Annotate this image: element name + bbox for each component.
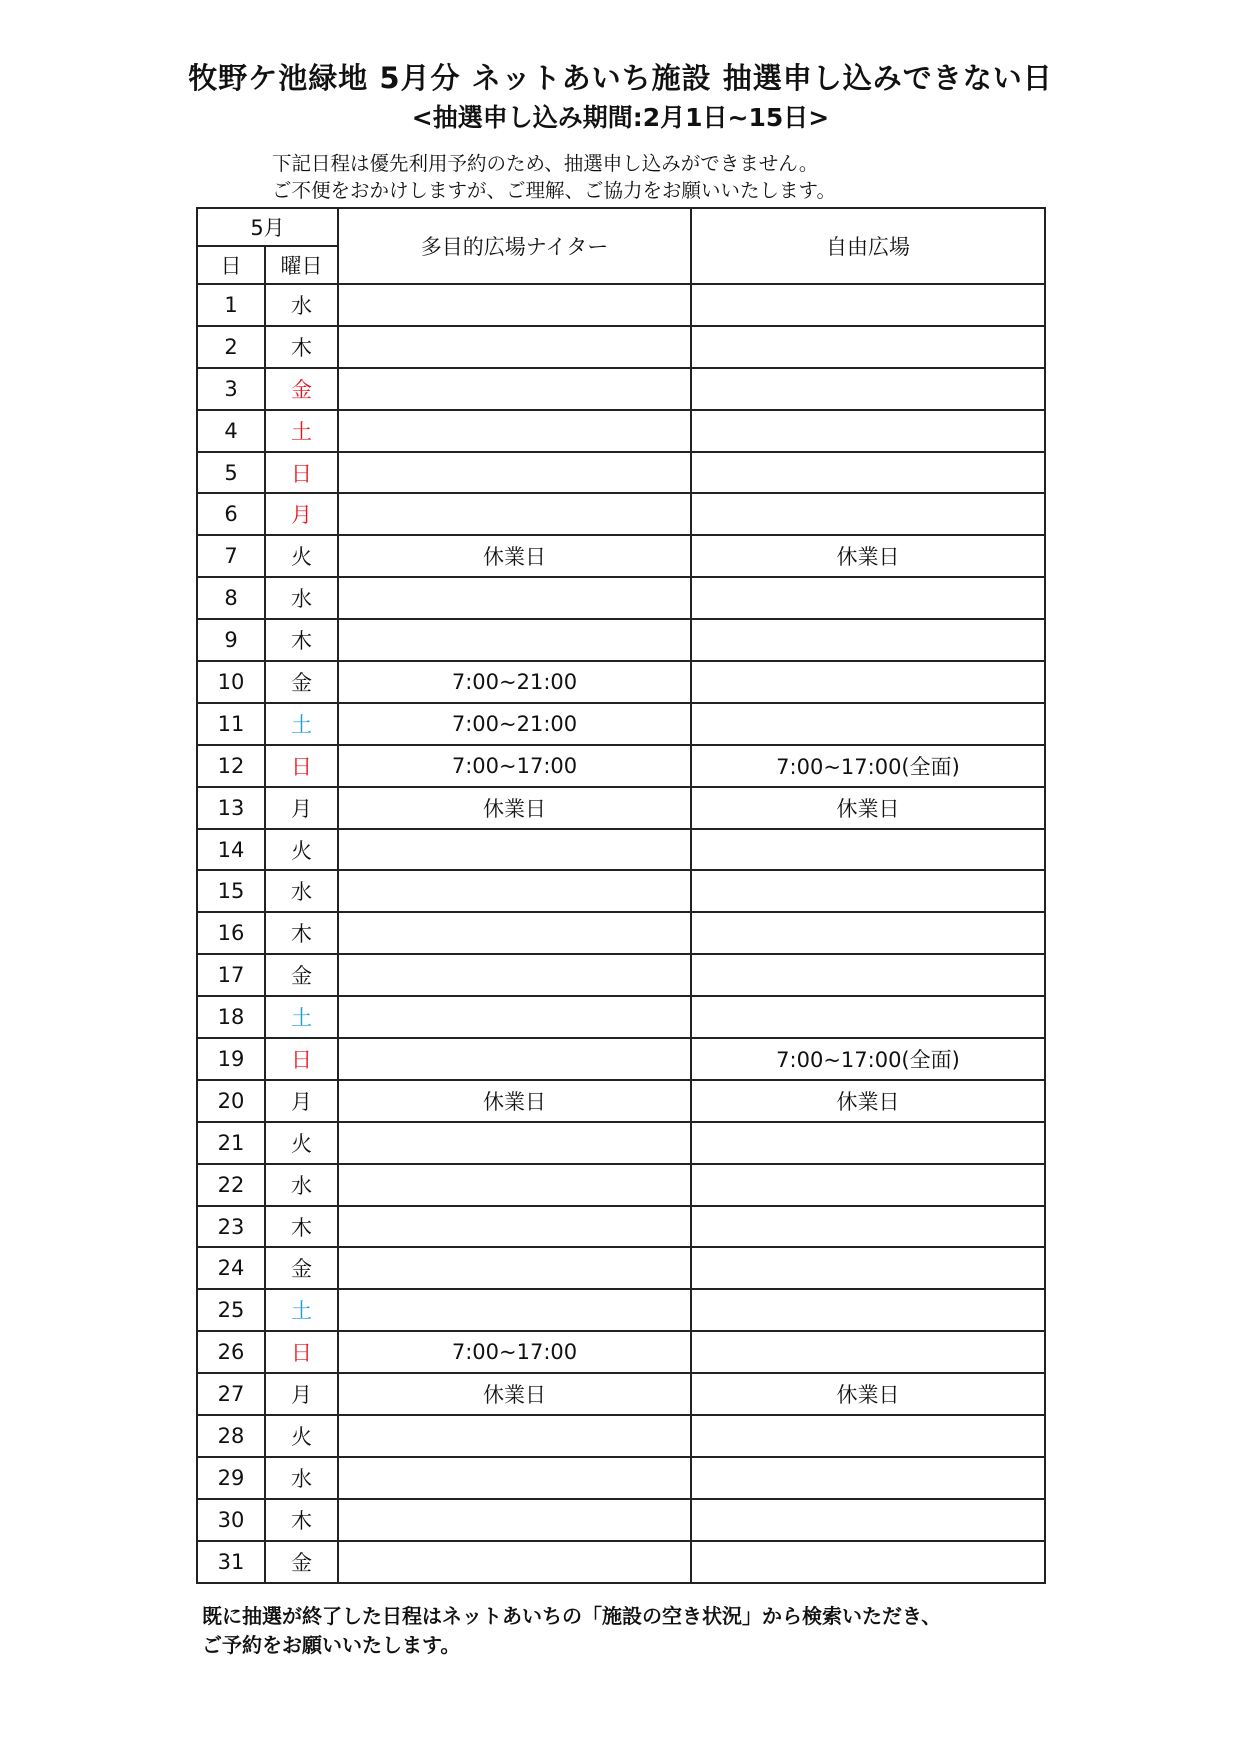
day-cell: 2 (197, 326, 265, 368)
month-header: 5月 (197, 208, 338, 246)
footer-line-1: 既に抽選が終了した日程はネットあいちの「施設の空き状況」から検索いただき、 (202, 1604, 942, 1628)
multipurpose-night-cell (338, 1038, 691, 1080)
multipurpose-night-cell (338, 1415, 691, 1457)
free-plaza-cell: 7:00~17:00(全面) (691, 1038, 1045, 1080)
table-row (197, 1415, 1045, 1457)
table-row (197, 284, 1045, 326)
free-plaza-cell (691, 284, 1045, 326)
weekday-cell: 木 (265, 912, 338, 954)
weekday-cell: 日 (265, 745, 338, 787)
table-row (197, 619, 1045, 661)
day-cell: 9 (197, 619, 265, 661)
table-row (197, 1457, 1045, 1499)
weekday-cell: 火 (265, 1415, 338, 1457)
multipurpose-night-cell (338, 829, 691, 871)
free-plaza-cell: 休業日 (691, 787, 1045, 829)
table-row (197, 493, 1045, 535)
weekday-header: 曜日 (265, 246, 338, 284)
multipurpose-night-cell (338, 1164, 691, 1206)
day-cell: 12 (197, 745, 265, 787)
free-plaza-cell (691, 996, 1045, 1038)
table-row (197, 661, 1045, 703)
header-row-month (197, 208, 1045, 246)
day-cell: 3 (197, 368, 265, 410)
table-row (197, 745, 1045, 787)
table-row (197, 452, 1045, 494)
weekday-cell: 金 (265, 1541, 338, 1583)
multipurpose-night-cell (338, 1499, 691, 1541)
multipurpose-night-cell (338, 954, 691, 996)
table-row (197, 996, 1045, 1038)
weekday-cell: 金 (265, 1247, 338, 1289)
day-cell: 27 (197, 1373, 265, 1415)
day-cell: 13 (197, 787, 265, 829)
free-plaza-cell (691, 870, 1045, 912)
table-row (197, 1289, 1045, 1331)
day-cell: 5 (197, 452, 265, 494)
weekday-cell: 土 (265, 703, 338, 745)
day-cell: 22 (197, 1164, 265, 1206)
free-plaza-cell (691, 1415, 1045, 1457)
weekday-cell: 水 (265, 1164, 338, 1206)
free-plaza-cell (691, 661, 1045, 703)
weekday-cell: 金 (265, 661, 338, 703)
weekday-cell: 日 (265, 1331, 338, 1373)
day-cell: 21 (197, 1122, 265, 1164)
free-plaza-cell (691, 1164, 1045, 1206)
free-plaza-cell (691, 1331, 1045, 1373)
weekday-cell: 月 (265, 493, 338, 535)
multipurpose-night-cell: 休業日 (338, 1373, 691, 1415)
day-cell: 19 (197, 1038, 265, 1080)
weekday-cell: 水 (265, 577, 338, 619)
multipurpose-night-cell: 7:00~21:00 (338, 703, 691, 745)
day-header: 日 (197, 246, 265, 284)
table-row (197, 1206, 1045, 1248)
day-cell: 16 (197, 912, 265, 954)
free-plaza-cell (691, 1289, 1045, 1331)
table-row (197, 410, 1045, 452)
free-plaza-cell (691, 326, 1045, 368)
multipurpose-night-cell (338, 1206, 691, 1248)
day-cell: 11 (197, 703, 265, 745)
day-cell: 1 (197, 284, 265, 326)
free-plaza-cell (691, 368, 1045, 410)
day-cell: 18 (197, 996, 265, 1038)
free-plaza-cell (691, 1499, 1045, 1541)
table-row (197, 1499, 1045, 1541)
multipurpose-night-cell (338, 577, 691, 619)
free-plaza-cell (691, 829, 1045, 871)
day-cell: 23 (197, 1206, 265, 1248)
table-row (197, 1373, 1045, 1415)
weekday-cell: 金 (265, 954, 338, 996)
multipurpose-night-cell: 7:00~17:00 (338, 1331, 691, 1373)
free-plaza-cell (691, 954, 1045, 996)
weekday-cell: 火 (265, 535, 338, 577)
col-header-free-plaza: 自由広場 (691, 208, 1045, 284)
free-plaza-cell (691, 452, 1045, 494)
weekday-cell: 木 (265, 1499, 338, 1541)
weekday-cell: 土 (265, 996, 338, 1038)
multipurpose-night-cell (338, 284, 691, 326)
schedule-table (196, 207, 1046, 1584)
free-plaza-cell: 休業日 (691, 1373, 1045, 1415)
free-plaza-cell: 休業日 (691, 1080, 1045, 1122)
weekday-cell: 水 (265, 1457, 338, 1499)
free-plaza-cell (691, 1122, 1045, 1164)
day-cell: 26 (197, 1331, 265, 1373)
table-row (197, 829, 1045, 871)
free-plaza-cell (691, 703, 1045, 745)
day-cell: 14 (197, 829, 265, 871)
multipurpose-night-cell: 7:00~21:00 (338, 661, 691, 703)
weekday-cell: 火 (265, 1122, 338, 1164)
multipurpose-night-cell (338, 1247, 691, 1289)
table-row (197, 1164, 1045, 1206)
table-row (197, 368, 1045, 410)
free-plaza-cell (691, 912, 1045, 954)
table-row (197, 1247, 1045, 1289)
day-cell: 6 (197, 493, 265, 535)
notice-line-1: 下記日程は優先利用予約のため、抽選申し込みができません。 (272, 152, 819, 175)
application-period: <抽選申し込み期間:2月1日~15日> (411, 103, 830, 132)
weekday-cell: 日 (265, 1038, 338, 1080)
free-plaza-cell: 7:00~17:00(全面) (691, 745, 1045, 787)
table-row (197, 703, 1045, 745)
weekday-cell: 木 (265, 1206, 338, 1248)
weekday-cell: 月 (265, 787, 338, 829)
multipurpose-night-cell (338, 493, 691, 535)
footer-line-2: ご予約をお願いいたします。 (202, 1633, 461, 1657)
multipurpose-night-cell (338, 996, 691, 1038)
day-cell: 4 (197, 410, 265, 452)
table-row (197, 1038, 1045, 1080)
table-row (197, 912, 1045, 954)
table-row (197, 326, 1045, 368)
multipurpose-night-cell: 休業日 (338, 1080, 691, 1122)
multipurpose-night-cell (338, 452, 691, 494)
multipurpose-night-cell (338, 912, 691, 954)
weekday-cell: 土 (265, 410, 338, 452)
table-row (197, 1080, 1045, 1122)
free-plaza-cell (691, 577, 1045, 619)
table-row (197, 870, 1045, 912)
table-row (197, 577, 1045, 619)
multipurpose-night-cell (338, 619, 691, 661)
free-plaza-cell (691, 410, 1045, 452)
day-cell: 8 (197, 577, 265, 619)
free-plaza-cell: 休業日 (691, 535, 1045, 577)
free-plaza-cell (691, 1457, 1045, 1499)
multipurpose-night-cell (338, 1122, 691, 1164)
table-row (197, 1331, 1045, 1373)
day-cell: 30 (197, 1499, 265, 1541)
table-row (197, 787, 1045, 829)
multipurpose-night-cell (338, 326, 691, 368)
multipurpose-night-cell (338, 368, 691, 410)
day-cell: 17 (197, 954, 265, 996)
table-row (197, 1122, 1045, 1164)
weekday-cell: 木 (265, 619, 338, 661)
day-cell: 7 (197, 535, 265, 577)
day-cell: 25 (197, 1289, 265, 1331)
table-row (197, 535, 1045, 577)
multipurpose-night-cell (338, 870, 691, 912)
free-plaza-cell (691, 1247, 1045, 1289)
weekday-cell: 水 (265, 870, 338, 912)
page-title: 牧野ケ池緑地 5月分 ネットあいち施設 抽選申し込みできない日 (188, 61, 1053, 95)
day-cell: 28 (197, 1415, 265, 1457)
weekday-cell: 火 (265, 829, 338, 871)
weekday-cell: 金 (265, 368, 338, 410)
multipurpose-night-cell (338, 410, 691, 452)
weekday-cell: 木 (265, 326, 338, 368)
day-cell: 31 (197, 1541, 265, 1583)
day-cell: 20 (197, 1080, 265, 1122)
multipurpose-night-cell: 休業日 (338, 787, 691, 829)
free-plaza-cell (691, 1206, 1045, 1248)
weekday-cell: 日 (265, 452, 338, 494)
free-plaza-cell (691, 1541, 1045, 1583)
day-cell: 15 (197, 870, 265, 912)
day-cell: 29 (197, 1457, 265, 1499)
notice-line-2: ご不便をおかけしますが、ご理解、ご協力をお願いいたします。 (272, 179, 836, 202)
multipurpose-night-cell: 休業日 (338, 535, 691, 577)
weekday-cell: 月 (265, 1080, 338, 1122)
free-plaza-cell (691, 619, 1045, 661)
day-cell: 10 (197, 661, 265, 703)
weekday-cell: 水 (265, 284, 338, 326)
table-row (197, 954, 1045, 996)
col-header-multipurpose-night: 多目的広場ナイター (338, 208, 691, 284)
multipurpose-night-cell (338, 1541, 691, 1583)
weekday-cell: 月 (265, 1373, 338, 1415)
multipurpose-night-cell (338, 1457, 691, 1499)
day-cell: 24 (197, 1247, 265, 1289)
weekday-cell: 土 (265, 1289, 338, 1331)
table-row (197, 1541, 1045, 1583)
free-plaza-cell (691, 493, 1045, 535)
schedule-body (197, 284, 1045, 1583)
multipurpose-night-cell (338, 1289, 691, 1331)
multipurpose-night-cell: 7:00~17:00 (338, 745, 691, 787)
